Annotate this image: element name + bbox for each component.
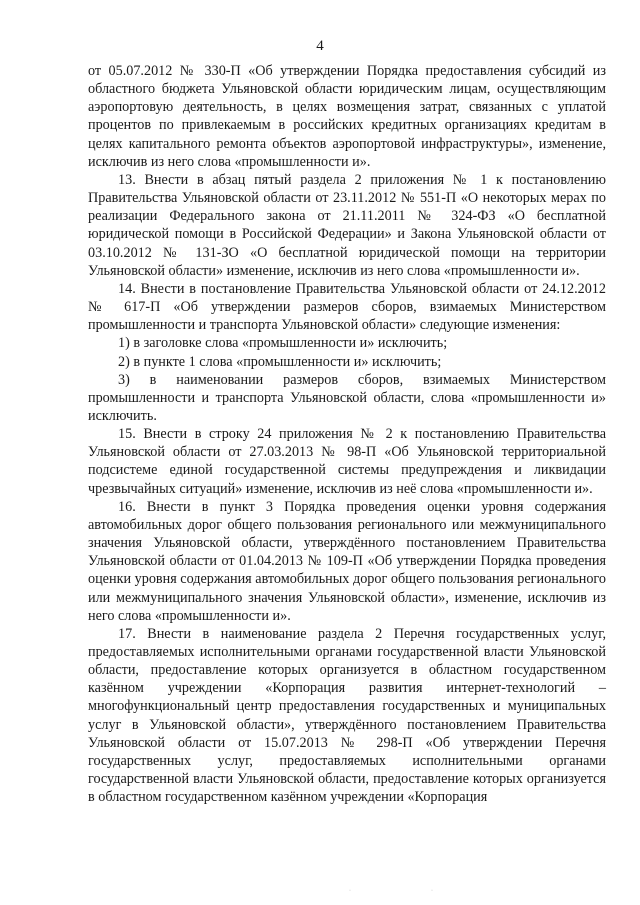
page-number: 4 [316,38,324,54]
paragraph-subitem-2: 2) в пункте 1 слова «промышленности и» исключить; [118,353,442,370]
paragraph-item-14: 14. Внести в постановление Правительства Ульяновской области от 24.12.2012 № 617-П «Об утверждении размеров сборов, взимаемых Министерством промышленности и транспорта Ульяновской области» следующие изменения: [88,280,606,334]
paragraph-subitem-1: 1) в заголовке слова «промышленности и» исключить; [118,335,448,352]
paragraph-item-17: 17. Внести в наименование раздела 2 Перечня государственных услуг, предоставляемых исполнительными органами государственной власти Ульяновской области, предоставление которых организуется в областном государственном казённом учреждении «Корпорация развития интернет-технологий – многофункциональный центр предоставления государственных и муниципальных услуг в Ульяновской области», утверждённого постановлением Правительства Ульяновской области от 15.07.2013 № 298-П «Об утверждении Перечня государственных услуг, предоставляемых исполнительными органами государственной власти Ульяновской области, предоставление которых организуется в областном государственном казённом учреждении «Корпорация [88,625,606,806]
paragraph-item-15: 15. Внести в строку 24 приложения № 2 к постановлению Правительства Ульяновской области от 27.03.2013 № 98-П «Об Ульяновской территориальной подсистеме единой государственной системы предупреждения и ликвидации чрезвычайных ситуаций» изменение, исключив из неё слова «промышленности и». [88,426,606,497]
paragraph-item-16: 16. Внести в пункт 3 Порядка проведения оценки уровня содержания автомобильных дорог общего пользования регионального или межмуниципального значения Ульяновской области, утверждённого постановлением Правительства Ульяновской области от 01.04.2013 № 109-П «Об утверждении Порядка проведения оценки уровня содержания автомобильных дорог общего пользования регионального или межмуниципального значения Ульяновской области», изменение, исключив из него слова «промышленности и». [88,498,606,624]
paragraph-subitem-3: 3) в наименовании размеров сборов, взимаемых Министерством промышленности и транспорта Ульяновской области, слова «промышленности и» исключить. [88,371,606,424]
paragraph-item-13: 13. Внести в абзац пятый раздела 2 приложения № 1 к постановлению Правительства Ульяновской области от 23.11.2012 № 551-П «О некоторых мерах по реализации Федерального закона от 21.11.2011 № 324-ФЗ «О бесплатной юридической помощи в Российской Федерации» и Закона Ульяновской области от 03.10.2012 № 131-ЗО «О бесплатной юридической помощи на территории Ульяновской области» изменение, исключив из него слова «промышленности и». [88,171,606,279]
paragraph-continuation: от 05.07.2012 № 330-П «Об утверждении Порядка предоставления субсидий из областного бюджета Ульяновской области юридическим лицам, осуществляющим аэропортовую деятельность, в целях возмещения затрат, связанных с уплатой процентов по привлекаемым в российских кредитных организациях кредитам в целях капитального ремонта объектов аэропортовой инфраструктуры», изменение, исключив из него слова «промышленности и». [88,63,606,170]
document-body [88,62,606,806]
document-page: 4 от 05.07.2012 № 330-П «Об утверждении Порядка предоставления субсидий из областного бюджета Ульяновской области юридическим лицам, осуществляющим аэропортовую деятельность, в целях возмещения затрат, связанных с уплатой процентов по привлекаемым в российских кредитных организациях кредитам в целях капитального ремонта объектов аэропортовой инфраструктуры», изменение, исключив из него слова «промышленности и». 13. Внести в абзац пятый раздела 2 приложения № 1 к постановлению Правительства Ульяновской области от 23.11.2012 № 551-П «О некоторых мерах по реализации Федерального закона от 21.11.2011 № 324-ФЗ «О бесплатной юридической помощи в Российской Федерации» и Закона Ульяновской области от 03.10.2012 № 131-ЗО «О бесплатной юридической помощи на территории Ульяновской области» изменение, исключив из него слова «промышленности и». 14. Внести в постановление Правительства Ульяновской области от 24.12.2012 № 617-П «Об утверждении размеров сборов, взимаемых Министерством промышленности и транспорта Ульяновской области» следующие изменения: 1) в заголовке слова «промышленности и» исключить; 2) в пункте 1 слова «промышленности и» исключить; 3) в наименовании размеров сборов, взимаемых Министерством промышленности и транспорта Ульяновской области, слова «промышленности и» исключить. 15. Внести в строку 24 приложения № 2 к постановлению Правительства Ульяновской области от 27.03.2013 № 98-П «Об Ульяновской территориальной подсистеме единой государственной системы предупреждения и ликвидации чрезвычайных ситуаций» изменение, исключив из неё слова «промышленности и». 16. Внести в пункт 3 Порядка проведения оценки уровня содержания автомобильных дорог общего пользования регионального или межмуниципального значения Ульяновской области, утверждённого постановлением Правительства Ульяновской области от 01.04.2013 № 109-П «Об утверждении Порядка проведения оценки уровня содержания автомобильных дорог общего пользования регионального или межмуниципального значения Ульяновской области», изменение, исключив из него слова «промышленности и». 17. Внести в наименование раздела 2 Перечня государственных услуг, предоставляемых исполнительными органами государственной власти Ульяновской области, предоставление которых организуется в областном государственном казённом учреждении «Корпорация развития интернет-технологий – многофункциональный центр предоставления государственных и муниципальных услуг в Ульяновской области», утверждённого постановлением Правительства Ульяновской области от 15.07.2013 № 298-П «Об утверждении Перечня государственных услуг, предоставляемых исполнительными органами государственной власти Ульяновской области, предоставление которых организуется в областном государственном казённом учреждении «Корпорация · · [0,0,640,905]
